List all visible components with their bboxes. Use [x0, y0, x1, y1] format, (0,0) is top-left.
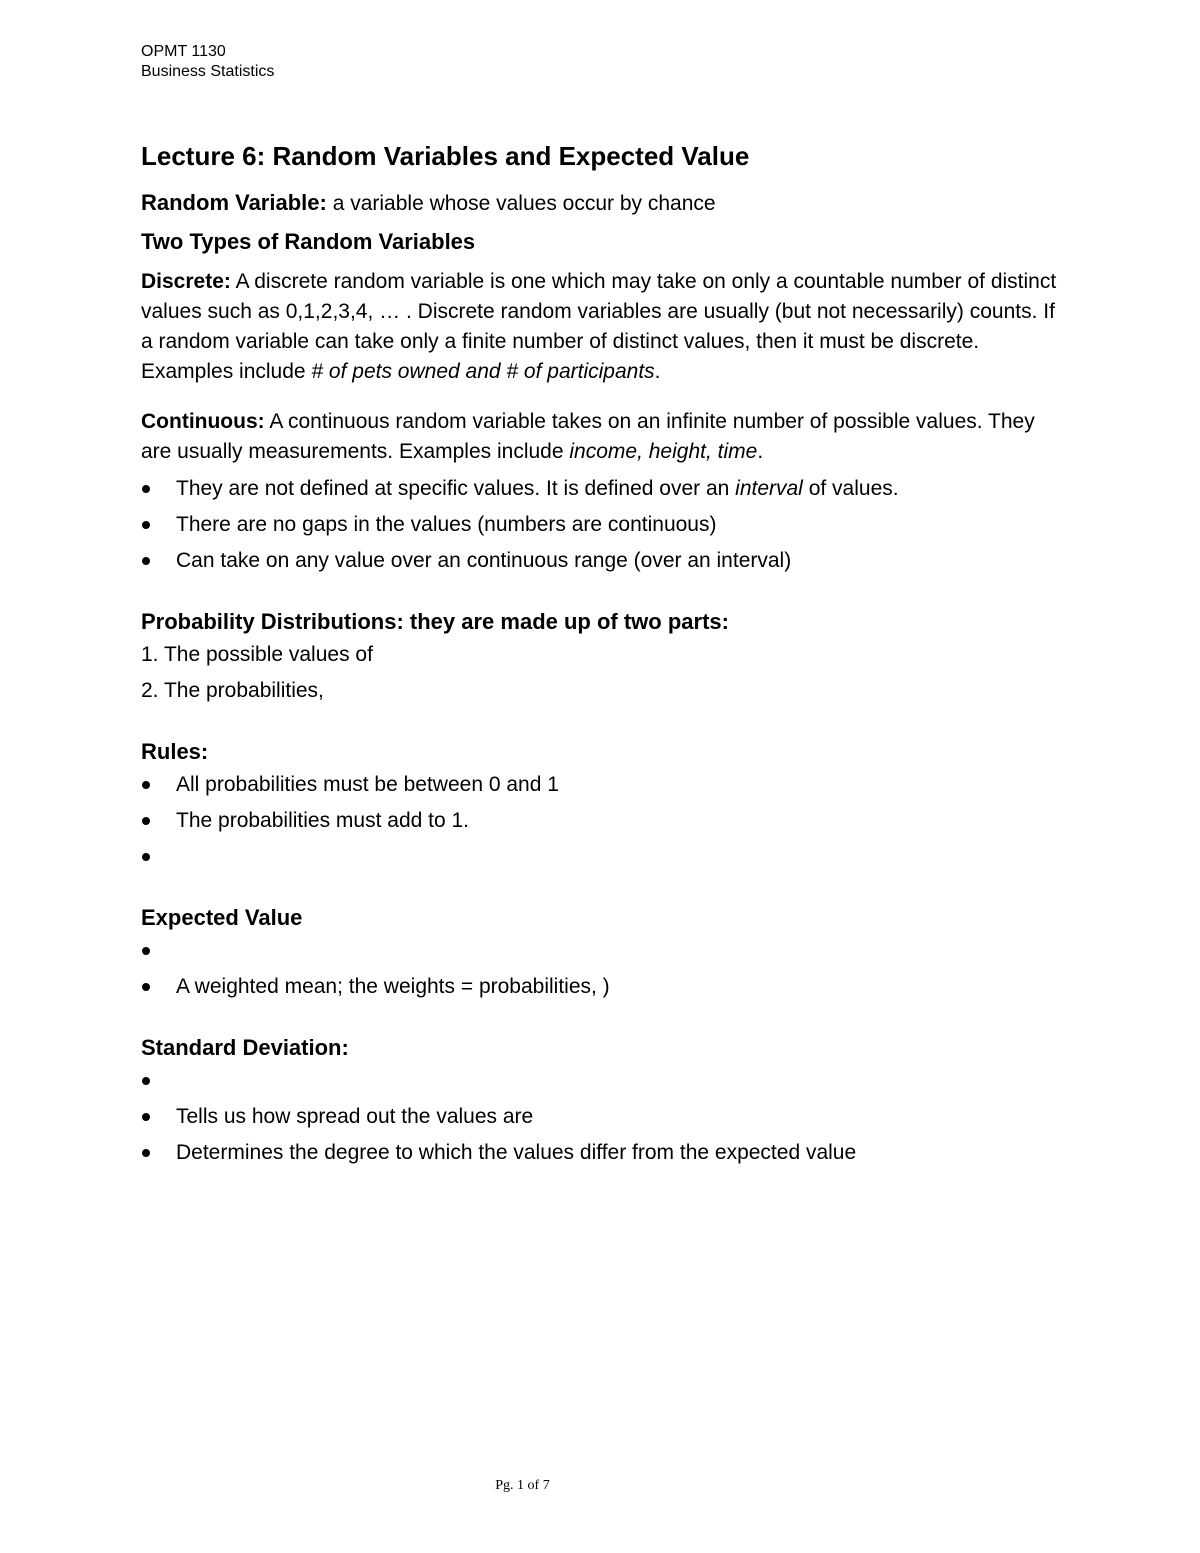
list-item: The probabilities must add to 1.	[141, 803, 1061, 839]
list-item: Can take on any value over an continuous range (over an interval)	[141, 543, 1061, 579]
list-item: Tells us how spread out the values are	[141, 1099, 1061, 1135]
continuous-term: Continuous:	[141, 410, 265, 433]
list-item: A weighted mean; the weights = probabilities, )	[141, 969, 1061, 1005]
bullet-icon	[142, 853, 150, 861]
prob-dist-list	[141, 637, 1061, 709]
list-item: 1. The possible values of	[141, 643, 373, 666]
list-item: Determines the degree to which the values differ from the expected value	[141, 1135, 1061, 1171]
list-item	[141, 839, 1061, 875]
bullet-icon	[142, 817, 150, 825]
rules-list	[141, 767, 1061, 875]
bullet-icon	[142, 485, 150, 493]
discrete-end: .	[654, 360, 661, 383]
std-dev-list	[141, 1063, 1061, 1171]
discrete-paragraph	[141, 267, 1061, 387]
bullet-icon	[142, 1077, 150, 1085]
continuous-bullets	[141, 471, 1061, 579]
list-item	[141, 933, 1061, 969]
list-item: They are not defined at specific values. It is defined over an interval of values.	[141, 471, 1061, 507]
lecture-title: Lecture 6: Random Variables and Expected Value	[141, 141, 750, 171]
std-dev-heading: Standard Deviation:	[141, 1035, 349, 1060]
prob-dist-rest: they are made up of two parts:	[403, 609, 729, 634]
types-heading: Two Types of Random Variables	[141, 229, 476, 254]
prob-dist-heading	[141, 607, 1061, 637]
bullet-icon	[142, 1113, 150, 1121]
bullet-icon	[142, 781, 150, 789]
main-content	[141, 138, 1061, 1171]
expected-value-heading: Expected Value	[141, 905, 303, 930]
bullet-icon	[142, 947, 150, 955]
discrete-text: A discrete random variable is one which may take on only a countable number of distinct values such as 0,1,2,3,4, … . Discrete random variables are usually (but not necessarily) counts. If a random variable can take only a finite number of distinct values, then it must be discrete. Examples include	[141, 270, 1057, 383]
bullet-icon	[142, 983, 150, 991]
random-variable-definition	[141, 188, 1061, 219]
discrete-term: Discrete:	[141, 270, 231, 293]
rules-heading: Rules:	[141, 739, 209, 764]
discrete-examples: # of pets owned and # of participants	[311, 360, 655, 383]
page-number: Pg. 1 of 7	[495, 1478, 550, 1493]
prob-dist-term: Probability Distributions:	[141, 609, 404, 634]
continuous-examples: income, height, time	[569, 440, 758, 463]
bullet-icon	[142, 557, 150, 565]
list-item: There are no gaps in the values (numbers are continuous)	[141, 507, 1061, 543]
continuous-end: .	[757, 440, 764, 463]
random-variable-text: a variable whose values occur by chance	[332, 192, 716, 215]
course-code: OPMT 1130	[141, 43, 226, 60]
list-item: All probabilities must be between 0 and 1	[141, 767, 1061, 803]
bullet-icon	[142, 1149, 150, 1157]
list-item: 2. The probabilities,	[141, 679, 324, 702]
random-variable-term: Random Variable:	[141, 190, 327, 215]
page-header	[141, 42, 274, 82]
course-name: Business Statistics	[141, 63, 275, 80]
bullet-icon	[142, 521, 150, 529]
continuous-text: A continuous random variable takes on an infinite number of possible values. They are usually measurements. Examples include	[141, 410, 1035, 463]
expected-value-list	[141, 933, 1061, 1005]
continuous-paragraph	[141, 407, 1061, 467]
list-item	[141, 1063, 1061, 1099]
